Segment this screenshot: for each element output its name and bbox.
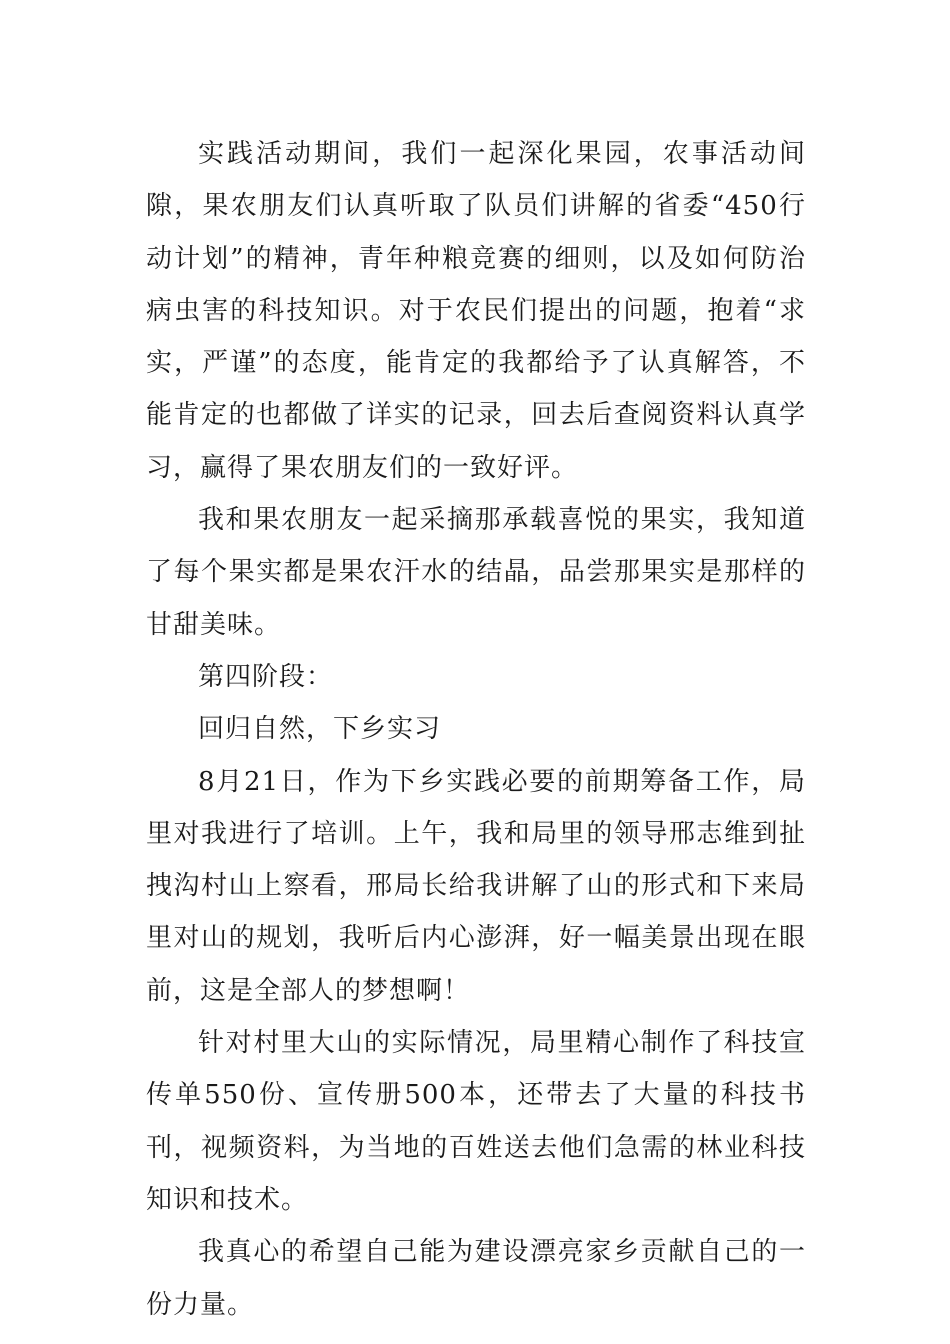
paragraph-materials: 针对村里大山的实际情况，局里精心制作了科技宣传单550份、宣传册500本，还带去了大量的科技书刊，视频资料，为当地的百姓送去他们急需的林业科技知识和技术。 bbox=[146, 1028, 806, 1215]
document-body bbox=[146, 128, 806, 1331]
paragraph-wish: 我真心的希望自己能为建设漂亮家乡贡献自己的一份力量。 bbox=[146, 1237, 806, 1320]
paragraph-fieldwork: 实践活动期间，我们一起深化果园，农事活动间隙，果农朋友们认真听取了队员们讲解的省委“450行动计划”的精神，青年种粮竞赛的细则，以及如何防治病虫害的科技知识。对于农民们提出的问题，抱着“求实，严谨”的态度，能肯定的我都给予了认真解答，不能肯定的也都做了详实的记录，回去后查阅资料认真学习，赢得了果农朋友们的一致好评。 bbox=[146, 139, 806, 483]
paragraph-stage-title: 回归自然，下乡实习 bbox=[198, 714, 442, 745]
paragraph-training: 8月21日，作为下乡实践必要的前期筹备工作，局里对我进行了培训。上午，我和局里的领导邢志维到扯拽沟村山上察看，邢局长给我讲解了山的形式和下来局里对山的规划，我听后内心澎湃，好一幅美景出现在眼前，这是全部人的梦想啊！ bbox=[146, 766, 806, 1006]
paragraph-harvest: 我和果农朋友一起采摘那承载喜悦的果实，我知道了每个果实都是果农汗水的结晶，品尝那果实是那样的甘甜美味。 bbox=[146, 505, 806, 640]
paragraph-stage-heading: 第四阶段： bbox=[198, 661, 334, 692]
